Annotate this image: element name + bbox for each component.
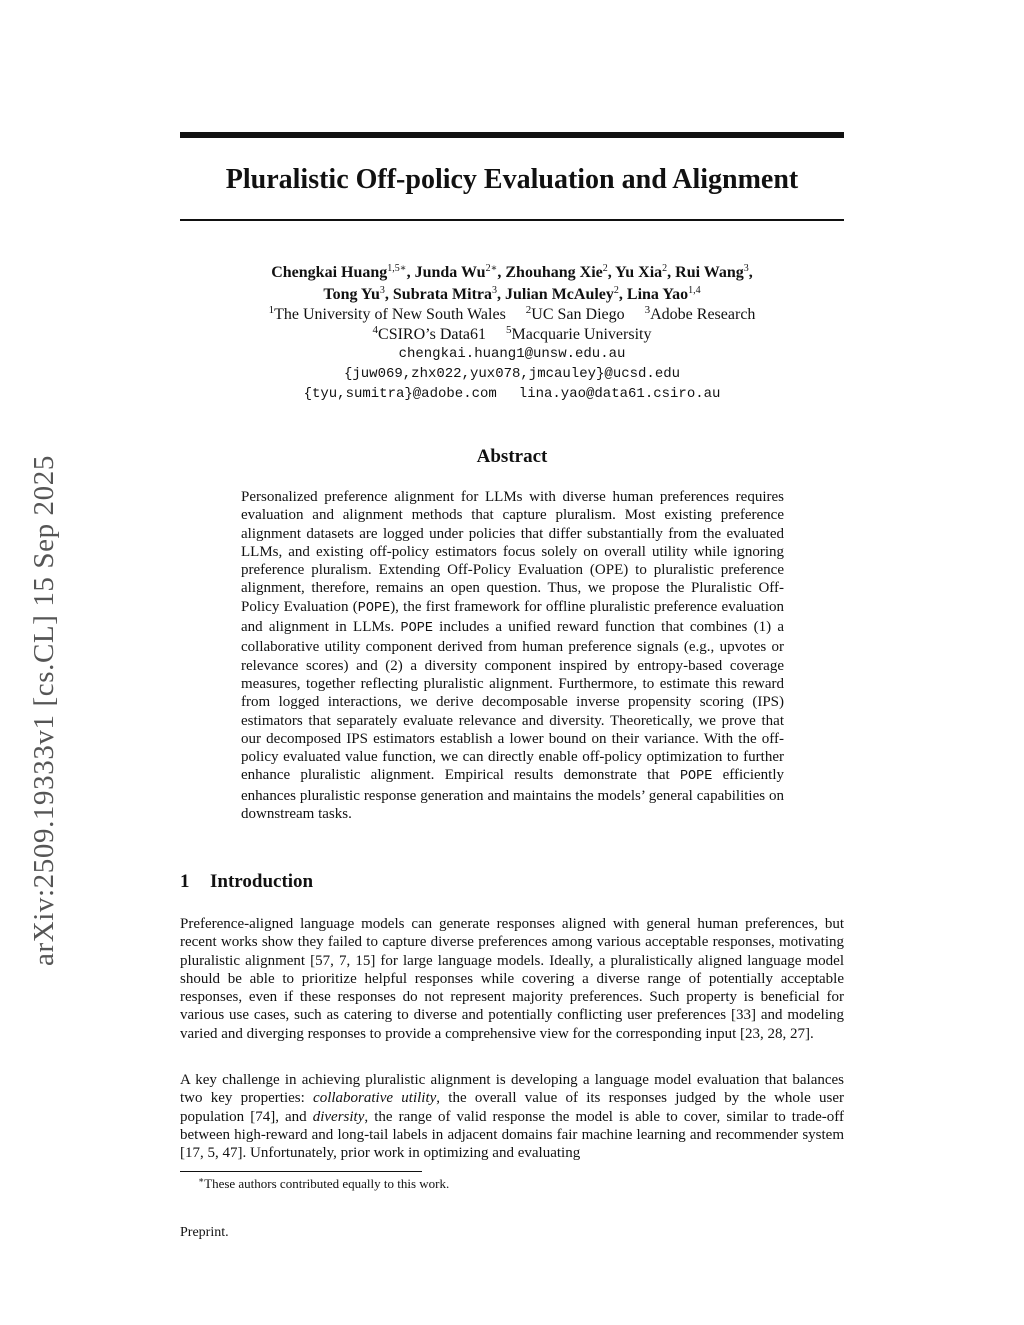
author-name: Yu Xia — [615, 264, 663, 281]
affiliation-mark: 1 — [268, 304, 275, 316]
affiliation: UC San Diego — [531, 306, 625, 323]
affiliation: Adobe Research — [650, 306, 756, 323]
arxiv-identifier: arXiv:2509.19333v1 [cs.CL] 15 Sep 2025 — [28, 455, 60, 966]
author-affiliation-mark: 2 — [662, 263, 668, 274]
section-heading — [180, 870, 313, 894]
author-line-1: Chengkai Huang$^{1,5∗}$, Junda $Wu^{2∗}$, Zhouhang Xie$^2$, Yu Xia$^2$, Rui Wang$^3$, — [271, 263, 753, 281]
author-name: Zhouhang Xie — [505, 264, 603, 281]
paper-title: Pluralistic Off-policy Evaluation and Alignment — [225, 164, 799, 195]
author-name: Chengkai Huang — [271, 264, 388, 281]
emphasis: collaborative utility — [313, 1090, 437, 1107]
author-name: Junda Wu — [414, 264, 486, 281]
email-list — [180, 344, 844, 404]
author-affiliation-mark: 3 — [379, 285, 385, 296]
footnote-text: These authors contributed equally to this work. — [204, 1176, 450, 1191]
author-name: Lina Yao — [626, 286, 689, 303]
footnote-rule — [180, 1171, 422, 1172]
affiliation-line-2 — [180, 325, 844, 345]
author-affiliation-mark: 2∗ — [485, 263, 498, 274]
author-name: Rui Wang — [675, 264, 744, 281]
footnote — [198, 1176, 449, 1192]
author-affiliation-mark: 1,5∗ — [387, 263, 407, 274]
email[interactable]: {juw069,zhx022,yux078,jmcauley}@ucsd.edu — [343, 366, 681, 382]
affiliation: The University of New South Wales — [274, 306, 506, 323]
footnote-mark: ∗ — [198, 1175, 205, 1185]
paragraph-text: , the range of valid response the model is able to cover, similar to trade-off between high-reward and long-tail labels in adjacent domains fair machine learning and recommender system [17, 5, 47]. Unfortunately, prior work in optimizing and evaluating — [180, 1108, 845, 1162]
affiliation-mark: 5 — [506, 324, 512, 336]
email-line-3 — [180, 384, 844, 404]
author-line-2: Tong Yu$^3$, Subrata Mitra$^3$, Julian McAuley$^2$, Lina Yao$^{1,4}$ — [323, 285, 701, 303]
method-name: POPE — [400, 621, 433, 637]
abstract-body — [241, 488, 784, 823]
author-affiliation-mark: 2 — [613, 285, 619, 296]
affiliation: CSIRO’s Data61 — [378, 326, 487, 343]
paragraph-text: A key challenge in achieving pluralistic alignment is developing a language model evaluation that balances two key properties: — [180, 1072, 844, 1107]
email[interactable]: lina.yao@data61.csiro.au — [518, 386, 721, 402]
email[interactable]: {tyu,sumitra}@adobe.com — [303, 386, 497, 402]
author-list — [180, 262, 844, 306]
section-title: Introduction — [210, 871, 314, 892]
author-name: Tong Yu — [323, 286, 380, 303]
title-rule-top — [180, 132, 844, 138]
body-paragraph — [180, 1071, 844, 1162]
method-name: POPE — [357, 600, 391, 616]
affiliation-mark: 4 — [372, 324, 379, 336]
title-rule-bottom — [180, 219, 844, 221]
affiliation-mark: 3 — [644, 304, 651, 316]
email[interactable]: chengkai.huang1@unsw.edu.au — [398, 346, 626, 362]
preprint-label: Preprint. — [180, 1225, 229, 1240]
section-number: 1 — [180, 871, 190, 892]
abstract-text: includes a unified reward function that combines (1) a collaborative utility component derived from human preference signals (e.g., upvotes or relevance scores) and (2) a diversity component inspired by entropy-based coverage measures, together reflecting pluralistic alignment. Furthermore, to estimate this reward from logged interactions, we derive decomposable inverse propensity scoring (IPS) estimators that separately evaluate relevance and diversity. Theoretically, we prove that our decomposed IPS estimators establish a lower bound on their variance. With the off-policy evaluated value function, we can directly enable off-policy optimization to further enhance pluralistic alignment. Empirical results demonstrate that — [241, 619, 784, 784]
author-affiliation-mark: 3 — [492, 285, 497, 296]
abstract-text: ), the first framework for offline pluralistic preference evaluation and alignment in LLMs. — [241, 598, 784, 636]
abstract-heading: Abstract — [476, 446, 548, 467]
abstract-text: efficiently enhances pluralistic response generation and maintains the models’ general capabilities on downstream tasks. — [241, 767, 784, 823]
author-name: Subrata Mitra — [392, 286, 492, 303]
affiliation-line-1 — [180, 305, 844, 325]
paragraph-text: , the overall value of its responses judged by the whole user population [74], and — [180, 1090, 844, 1125]
affiliation-list — [180, 305, 844, 345]
author-name: Julian McAuley — [505, 286, 614, 303]
author-affiliation-mark: 3 — [743, 263, 749, 274]
affiliation-mark: 2 — [525, 304, 532, 316]
emphasis: diversity — [312, 1108, 365, 1125]
author-affiliation-mark: 1,4 — [688, 285, 701, 296]
abstract-text: Personalized preference alignment for LLMs with diverse human preferences requires evaluation and alignment methods that capture pluralism. Most existing preference alignment datasets are logged under policies that differ substantially from the evaluated LLMs, and existing off-policy estimators focus solely on overall utility while ignoring preference pluralism. Extending Off-Policy Evaluation (OPE) to pluralistic preference alignment, therefore, remains an open question. Thus, we propose the Pluralistic Off-Policy Evaluation ( — [241, 489, 784, 615]
affiliation: Macquarie University — [511, 326, 652, 343]
author-affiliation-mark: 2 — [602, 263, 608, 274]
method-name: POPE — [679, 769, 713, 785]
body-paragraph: Preference-aligned language models can generate responses aligned with general human preferences, but recent works show they failed to capture diverse preferences among various acceptable responses, motivating pluralistic alignment [57, 7, 15] for large language models. Ideally, a pluralistically aligned language model should be able to prioritize helpful responses while covering a diverse range of potentially acceptable responses, even if these responses do not represent majority preferences. Such property is beneficial for various use cases, such as catering to diverse and potentially conflicting user preferences [33] and modeling varied and diverging responses to provide a comprehensive view for the corresponding input [23, 28, 27]. — [180, 916, 844, 1042]
